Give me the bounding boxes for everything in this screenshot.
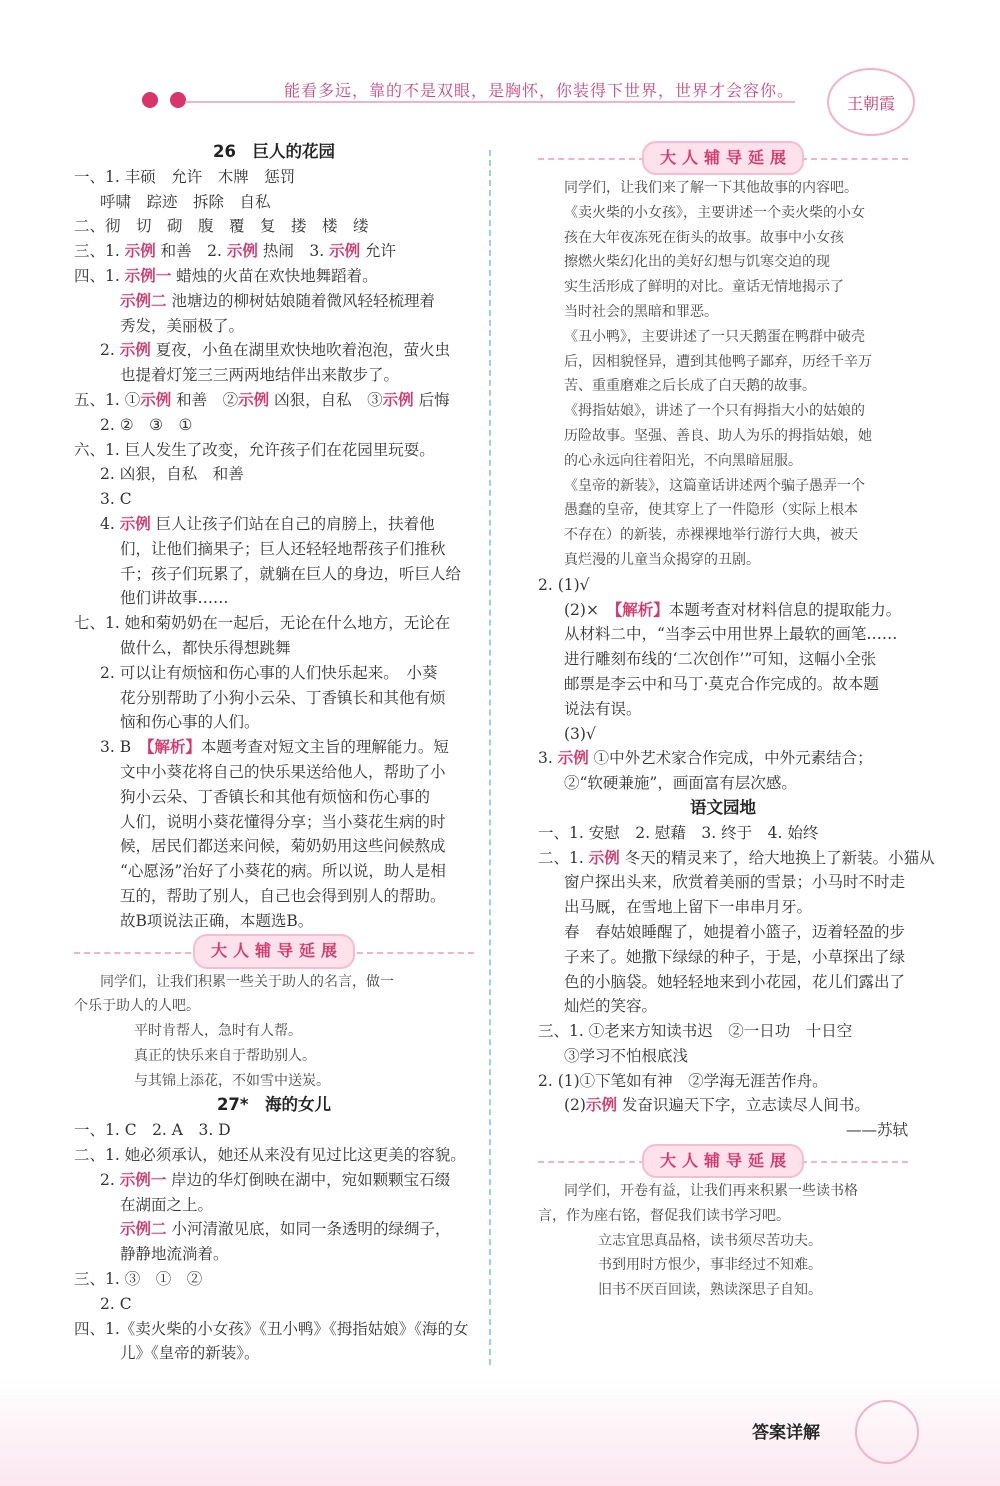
text-line: 书到用时方恨少，事非经过不知难。 (598, 1257, 822, 1274)
tutor-extension-1 (74, 970, 474, 1094)
text-line: ——苏轼 (845, 1121, 908, 1140)
text-line: ③学习不怕根底浅 (564, 1046, 689, 1065)
example-label: 示例二 (120, 1219, 167, 1239)
text-segment: 五、1. ① (74, 390, 141, 409)
text-line: (3)√ (564, 724, 596, 743)
logo-text: 王朝霞 (846, 93, 895, 113)
text-line: 立志宜思真品格，读书须尽苦功夫。 (598, 1232, 822, 1249)
text-segment: 3. B (100, 738, 147, 757)
text-line: 真正的快乐来自于帮助别人。 (134, 1047, 316, 1064)
text-line: 说法有误。 (564, 699, 642, 718)
text-segment: 凶狠，自私 ③ (269, 390, 383, 409)
text-line: 窗户探出头来，欣赏着美丽的雪景；小马时不时走 (564, 873, 906, 892)
text-line: 2. (1)√ (538, 575, 590, 594)
text-line (74, 1168, 474, 1193)
text-segment: 蜡烛的火苗在欢快地舞蹈着。 (171, 266, 378, 285)
text-line: 三、1. ③ ① ② (74, 1270, 203, 1289)
text-line: 擦燃火柴幻化出的美好幻想与饥寒交迫的现 (564, 254, 830, 271)
text-line (74, 735, 474, 760)
text-line: 他们讲故事…… (120, 589, 229, 608)
text-line: 出马厩，在雪地上留下一串串月牙。 (564, 898, 813, 917)
text-segment: 冬天的精灵来了，给大地换上了新装。小猫从 (619, 848, 935, 867)
lesson-27-answers-cont (538, 573, 908, 796)
text-line: 千；孩子们玩累了，就躺在巨人的身边，听巨人给 (120, 564, 462, 583)
text-line: 们，让他们摘果子；巨人还轻轻地帮孩子们推秋 (120, 539, 446, 558)
text-line (538, 746, 908, 771)
text-line (538, 598, 908, 623)
text-line: 实生活形成了鲜明的对比。童话无情地揭示了 (564, 279, 844, 296)
text-line (74, 264, 474, 289)
text-segment: (2)× (564, 600, 615, 619)
example-label: 示例 (557, 748, 589, 768)
lesson-27-answers (74, 1118, 474, 1366)
text-line (74, 338, 474, 363)
text-line: 恼和伤心事的人们。 (120, 713, 260, 732)
text-segment: 池塘边的柳树姑娘随着微风轻轻梳理着 (166, 291, 435, 310)
example-label: 示例二 (120, 290, 167, 310)
text-segment: ①中外艺术家合作完成，中外元素结合； (588, 749, 873, 768)
text-line: 2. 可以让有烦恼和伤心事的人们快乐起来。 小葵 (100, 663, 438, 682)
text-line: 平时肯帮人，急时有人帮。 (134, 1023, 302, 1040)
lesson-26-answers (74, 165, 474, 934)
right-column (538, 140, 935, 1303)
text-line: 故B项说法正确，本题选B。 (120, 911, 314, 930)
text-segment: 和善 ② (171, 390, 239, 409)
decoration-dot (170, 92, 186, 108)
text-line (74, 239, 474, 264)
text-line: 静静地流淌着。 (120, 1245, 229, 1264)
garden-title: 语文园地 (690, 797, 756, 817)
text-line: 3. C (100, 490, 132, 509)
footer-decoration (855, 1400, 919, 1464)
text-segment: 岸边的华灯倒映在湖中，宛如颗颗宝石缀 (166, 1170, 451, 1189)
header-rule (185, 101, 795, 103)
garden-answers (538, 821, 935, 1143)
tutor-extension-3 (538, 1179, 908, 1303)
banner-label: 大人辅导延展 (642, 141, 804, 176)
banner-label: 大人辅导延展 (193, 934, 355, 969)
text-line: 同学们，让我们积累一些关于助人的名言，做一 (100, 973, 394, 990)
text-line: “心愿汤”治好了小葵花的病。所以说，助人是相 (120, 862, 446, 881)
text-line: 个乐于助人的人吧。 (74, 998, 200, 1015)
text-line: 儿》《皇帝的新装》。 (120, 1344, 260, 1363)
text-line: 一、1. C 2. A 3. D (74, 1121, 231, 1140)
text-line: 《皇帝的新装》，这篇童话讲述两个骗子愚弄一个 (564, 477, 865, 494)
brand-logo (827, 68, 915, 136)
text-line: 的心永远向往着阳光，不向黑暗屈服。 (564, 452, 802, 469)
text-line (74, 289, 474, 314)
text-line: 花分别帮助了小狗小云朵、丁香镇长和其他有烦 (120, 688, 446, 707)
tutor-banner (538, 1143, 908, 1179)
text-segment: 允许 (360, 242, 397, 261)
text-segment: 巨人让孩子们站在自己的肩膀上，扶着他 (150, 514, 435, 533)
text-line (538, 846, 935, 871)
text-line: 互的，帮助了别人，自己也会得到别人的帮助。 (120, 886, 446, 905)
text-line: 狗小云朵、丁香镇长和其他有烦恼和伤心事的 (120, 787, 431, 806)
banner-label: 大人辅导延展 (642, 1144, 804, 1179)
text-line: 《拇指姑娘》，讲述了一个只有拇指大小的姑娘的 (564, 403, 865, 420)
text-segment: 后悔 (413, 390, 450, 409)
text-segment: 本题考查对短文主旨的理解能力。短 (200, 738, 449, 757)
footer-label: 答案详解 (752, 1423, 820, 1443)
text-line: 《丑小鸭》，主要讲述了一只天鹅蛋在鸭群中破壳 (564, 328, 865, 345)
text-line: 色的小脑袋。她轻轻地来到小花园，花儿们露出了 (564, 972, 906, 991)
text-segment: 2. (100, 341, 120, 360)
text-line: 春 春姑娘睡醒了，她提着小篮子，迈着轻盈的步 (564, 922, 906, 941)
text-segment: 和善 2. (155, 242, 227, 261)
text-line: 当时社会的黑暗和罪恶。 (564, 303, 718, 320)
text-line: 二、1. 她必须承认，她还从来没有见过比这更美的容貌。 (74, 1146, 466, 1165)
text-line (74, 512, 474, 537)
example-label: 示例 (585, 1095, 617, 1115)
text-line: 旧书不厌百回读，熟读深思子自知。 (598, 1282, 822, 1299)
text-line: 六、1. 巨人发生了改变，允许孩子们在花园里玩耍。 (74, 440, 435, 459)
text-line (74, 1217, 474, 1242)
text-line: 秀发，美丽极了。 (120, 316, 245, 335)
example-label: 示例 (119, 340, 151, 360)
example-label: 【解析】 (146, 737, 201, 757)
example-label: 示例 (124, 241, 156, 261)
text-line: 人们，说明小葵花懂得分享；当小葵花生病的时 (120, 812, 446, 831)
text-line: 2. 凶狠，自私 和善 (100, 465, 244, 484)
example-label: 【解析】 (614, 599, 669, 619)
text-segment: 夏夜，小鱼在湖里欢快地吹着泡泡，萤火虫 (150, 341, 451, 360)
text-line: 《卖火柴的小女孩》，主要讲述一个卖火柴的小女 (564, 204, 865, 221)
text-line: 灿烂的笑容。 (564, 997, 658, 1016)
text-line: 七、1. 她和菊奶奶在一起后，无论在什么地方，无论在 (74, 614, 451, 633)
text-line: 子来了。她撒下绿绿的种子，于是，小草探出了绿 (564, 947, 906, 966)
text-line: ②“软硬兼施”，画面富有层次感。 (564, 774, 797, 793)
page-header (0, 0, 1000, 140)
text-segment: 二、1. (538, 848, 589, 867)
text-segment: 四、1. (74, 266, 125, 285)
example-label: 示例 (140, 389, 172, 409)
text-line: 三、1. ①老来方知读书迟 ②一日功 十日空 (538, 1022, 853, 1041)
text-segment: 发奋识遍天下字，立志读尽人间书。 (616, 1096, 870, 1115)
text-segment: (2) (564, 1096, 586, 1115)
text-segment: 4. (100, 514, 120, 533)
example-label: 示例 (226, 241, 258, 261)
page-footer (0, 1380, 1000, 1486)
text-line: 后，因相貌怪异，遭到其他鸭子鄙弃，历经千辛万 (564, 353, 872, 370)
lesson-27-title: 27* 海的女儿 (216, 1095, 332, 1115)
left-column (74, 140, 474, 1366)
example-label: 示例 (588, 847, 620, 867)
text-line: 候，居民们都送来问候，菊奶奶用这些问候熬成 (120, 837, 446, 856)
text-line: 与其锦上添花，不如雪中送炭。 (134, 1072, 330, 1089)
text-segment: 3. (538, 749, 558, 768)
example-label: 示例 (119, 513, 151, 533)
text-line: 孩在大年夜冻死在街头的故事。故事中小女孩 (564, 229, 844, 246)
text-segment: 热闹 3. (257, 242, 330, 261)
example-label: 示例一 (119, 1169, 167, 1189)
tutor-extension-2 (538, 176, 908, 573)
text-line: 一、1. 安慰 2. 慰藉 3. 终于 4. 始终 (538, 823, 819, 842)
text-line: 也提着灯笼三三两两地结伴出来散步了。 (120, 366, 400, 385)
text-line: 呼啸 踪迹 拆除 自私 (100, 192, 271, 211)
text-line: 同学们，让我们来了解一下其他故事的内容吧。 (564, 180, 858, 196)
text-line: 文中小葵花将自己的快乐果送给他人，帮助了小 (120, 762, 446, 781)
example-label: 示例 (382, 389, 414, 409)
text-line: 一、1. 丰硕 允许 木牌 惩罚 (74, 167, 296, 186)
example-label: 示例一 (124, 265, 172, 285)
text-line (538, 1093, 908, 1118)
text-line: 二、彻 切 砌 腹 覆 复 搂 楼 缕 (74, 217, 369, 236)
text-line: 做什么，都快乐得想跳舞 (120, 638, 291, 657)
column-divider (489, 150, 491, 1365)
text-line: 真烂漫的儿童当众揭穿的丑剧。 (564, 551, 760, 568)
text-line: 2. ② ③ ① (100, 415, 193, 434)
tutor-banner (74, 934, 474, 970)
text-segment: 2. (100, 1170, 120, 1189)
header-motto: 能看多远，靠的不是双眼，是胸怀，你装得下世界，世界才会容你。 (284, 81, 795, 100)
text-line: 邮票是李云中和马丁·莫克合作完成的。故本题 (564, 674, 879, 693)
text-segment: 本题考查对材料信息的提取能力。 (668, 600, 902, 619)
text-segment: 小河清澈见底，如同一条透明的绿绸子， (166, 1220, 451, 1239)
text-line: 不存在）的新装，赤裸裸地举行游行大典，被天 (564, 527, 858, 544)
text-line: 愚蠢的皇帝，使其穿上了一件隐形（实际上根本 (564, 502, 858, 519)
tutor-banner (538, 140, 908, 176)
text-line (74, 388, 474, 413)
example-label: 示例 (329, 241, 361, 261)
text-line: 进行雕刻布线的‘二次创作’”可知，这幅小全张 (564, 650, 877, 669)
text-line: 同学们，开卷有益，让我们再来积累一些读书格 (564, 1183, 858, 1200)
text-segment: 三、1. (74, 242, 125, 261)
text-line: 2. C (100, 1294, 132, 1313)
text-line: 苦、重重磨难之后长成了白天鹅的故事。 (564, 378, 816, 395)
lesson-26-title: 26 巨人的花园 (213, 142, 335, 161)
text-line: 历险故事。坚强、善良、助人为乐的拇指姑娘，她 (564, 427, 872, 444)
text-line: 2. (1)①下笔如有神 ②学海无涯苦作舟。 (538, 1071, 828, 1090)
decoration-dot (142, 92, 158, 108)
example-label: 示例 (238, 389, 270, 409)
text-line: 四、1.《卖火柴的小女孩》《丑小鸭》《拇指姑娘》《海的女 (74, 1319, 469, 1338)
text-line: 从材料二中，“当李云中用世界上最软的画笔…… (564, 625, 898, 644)
text-line: 在湖面之上。 (120, 1195, 214, 1214)
text-line: 言，作为座右铭，督促我们读书学习吧。 (538, 1207, 790, 1224)
